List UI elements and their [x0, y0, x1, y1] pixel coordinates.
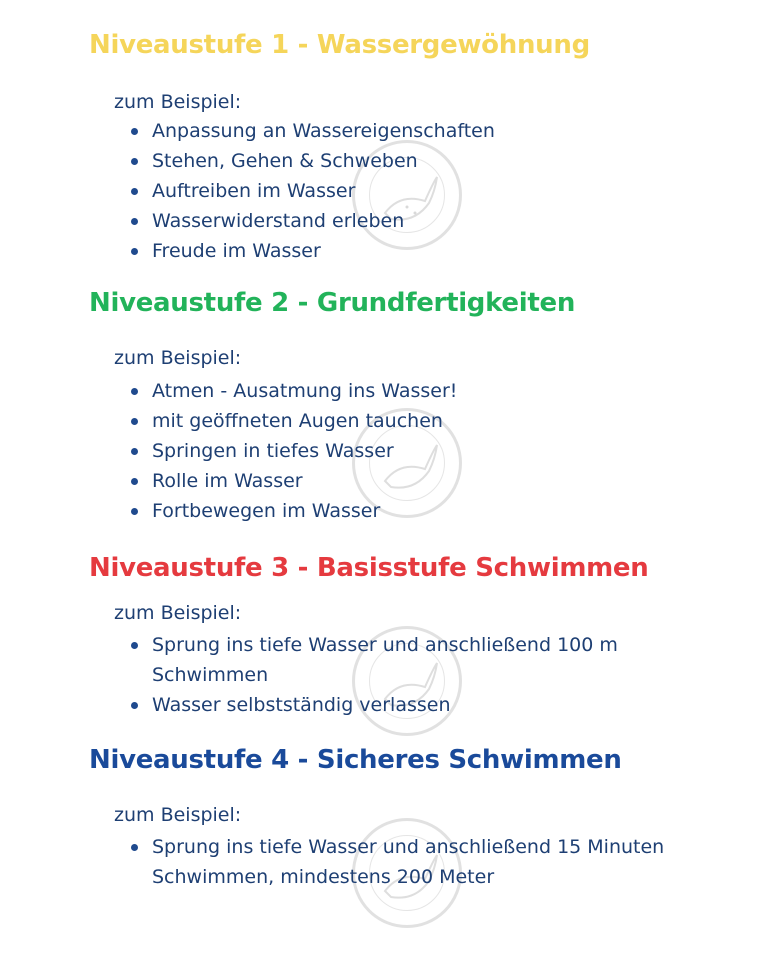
- list-item: mit geöffneten Augen tauchen: [0, 406, 457, 436]
- list-item: Atmen - Ausatmung ins Wasser!: [0, 376, 457, 406]
- list-item-continuation: Schwimmen: [152, 664, 269, 686]
- level-1-intro: zum Beispiel:: [114, 91, 242, 113]
- list-item: Wasser selbstständig verlassen: [0, 690, 618, 720]
- list-item: Sprung ins tiefe Wasser und anschließend 15 Minuten: [0, 832, 664, 862]
- list-item-continuation: Schwimmen, mindestens 200 Meter: [152, 866, 495, 888]
- list-item: Auftreiben im Wasser: [0, 176, 495, 206]
- level-4-intro: zum Beispiel:: [114, 804, 242, 826]
- level-4-list: [0, 832, 664, 892]
- list-item: Springen in tiefes Wasser: [0, 436, 457, 466]
- level-3-title: Niveaustufe 3 - Basisstufe Schwimmen: [89, 553, 649, 583]
- list-item: Fortbewegen im Wasser: [0, 496, 457, 526]
- level-4-title: Niveaustufe 4 - Sicheres Schwimmen: [89, 745, 622, 775]
- level-2-title: Niveaustufe 2 - Grundfertigkeiten: [89, 288, 576, 318]
- level-2-intro: zum Beispiel:: [114, 347, 242, 369]
- list-item: Freude im Wasser: [0, 236, 495, 266]
- level-1-list: [0, 116, 495, 266]
- list-item: Rolle im Wasser: [0, 466, 457, 496]
- list-item: Stehen, Gehen & Schweben: [0, 146, 495, 176]
- level-2-list: [0, 376, 457, 526]
- level-3-intro: zum Beispiel:: [114, 602, 242, 624]
- list-item: Wasserwiderstand erleben: [0, 206, 495, 236]
- list-item: Anpassung an Wassereigenschaften: [0, 116, 495, 146]
- level-3-list: [0, 630, 618, 720]
- level-1-title: Niveaustufe 1 - Wassergewöhnung: [89, 30, 590, 60]
- list-item: Sprung ins tiefe Wasser und anschließend 100 m: [0, 630, 618, 660]
